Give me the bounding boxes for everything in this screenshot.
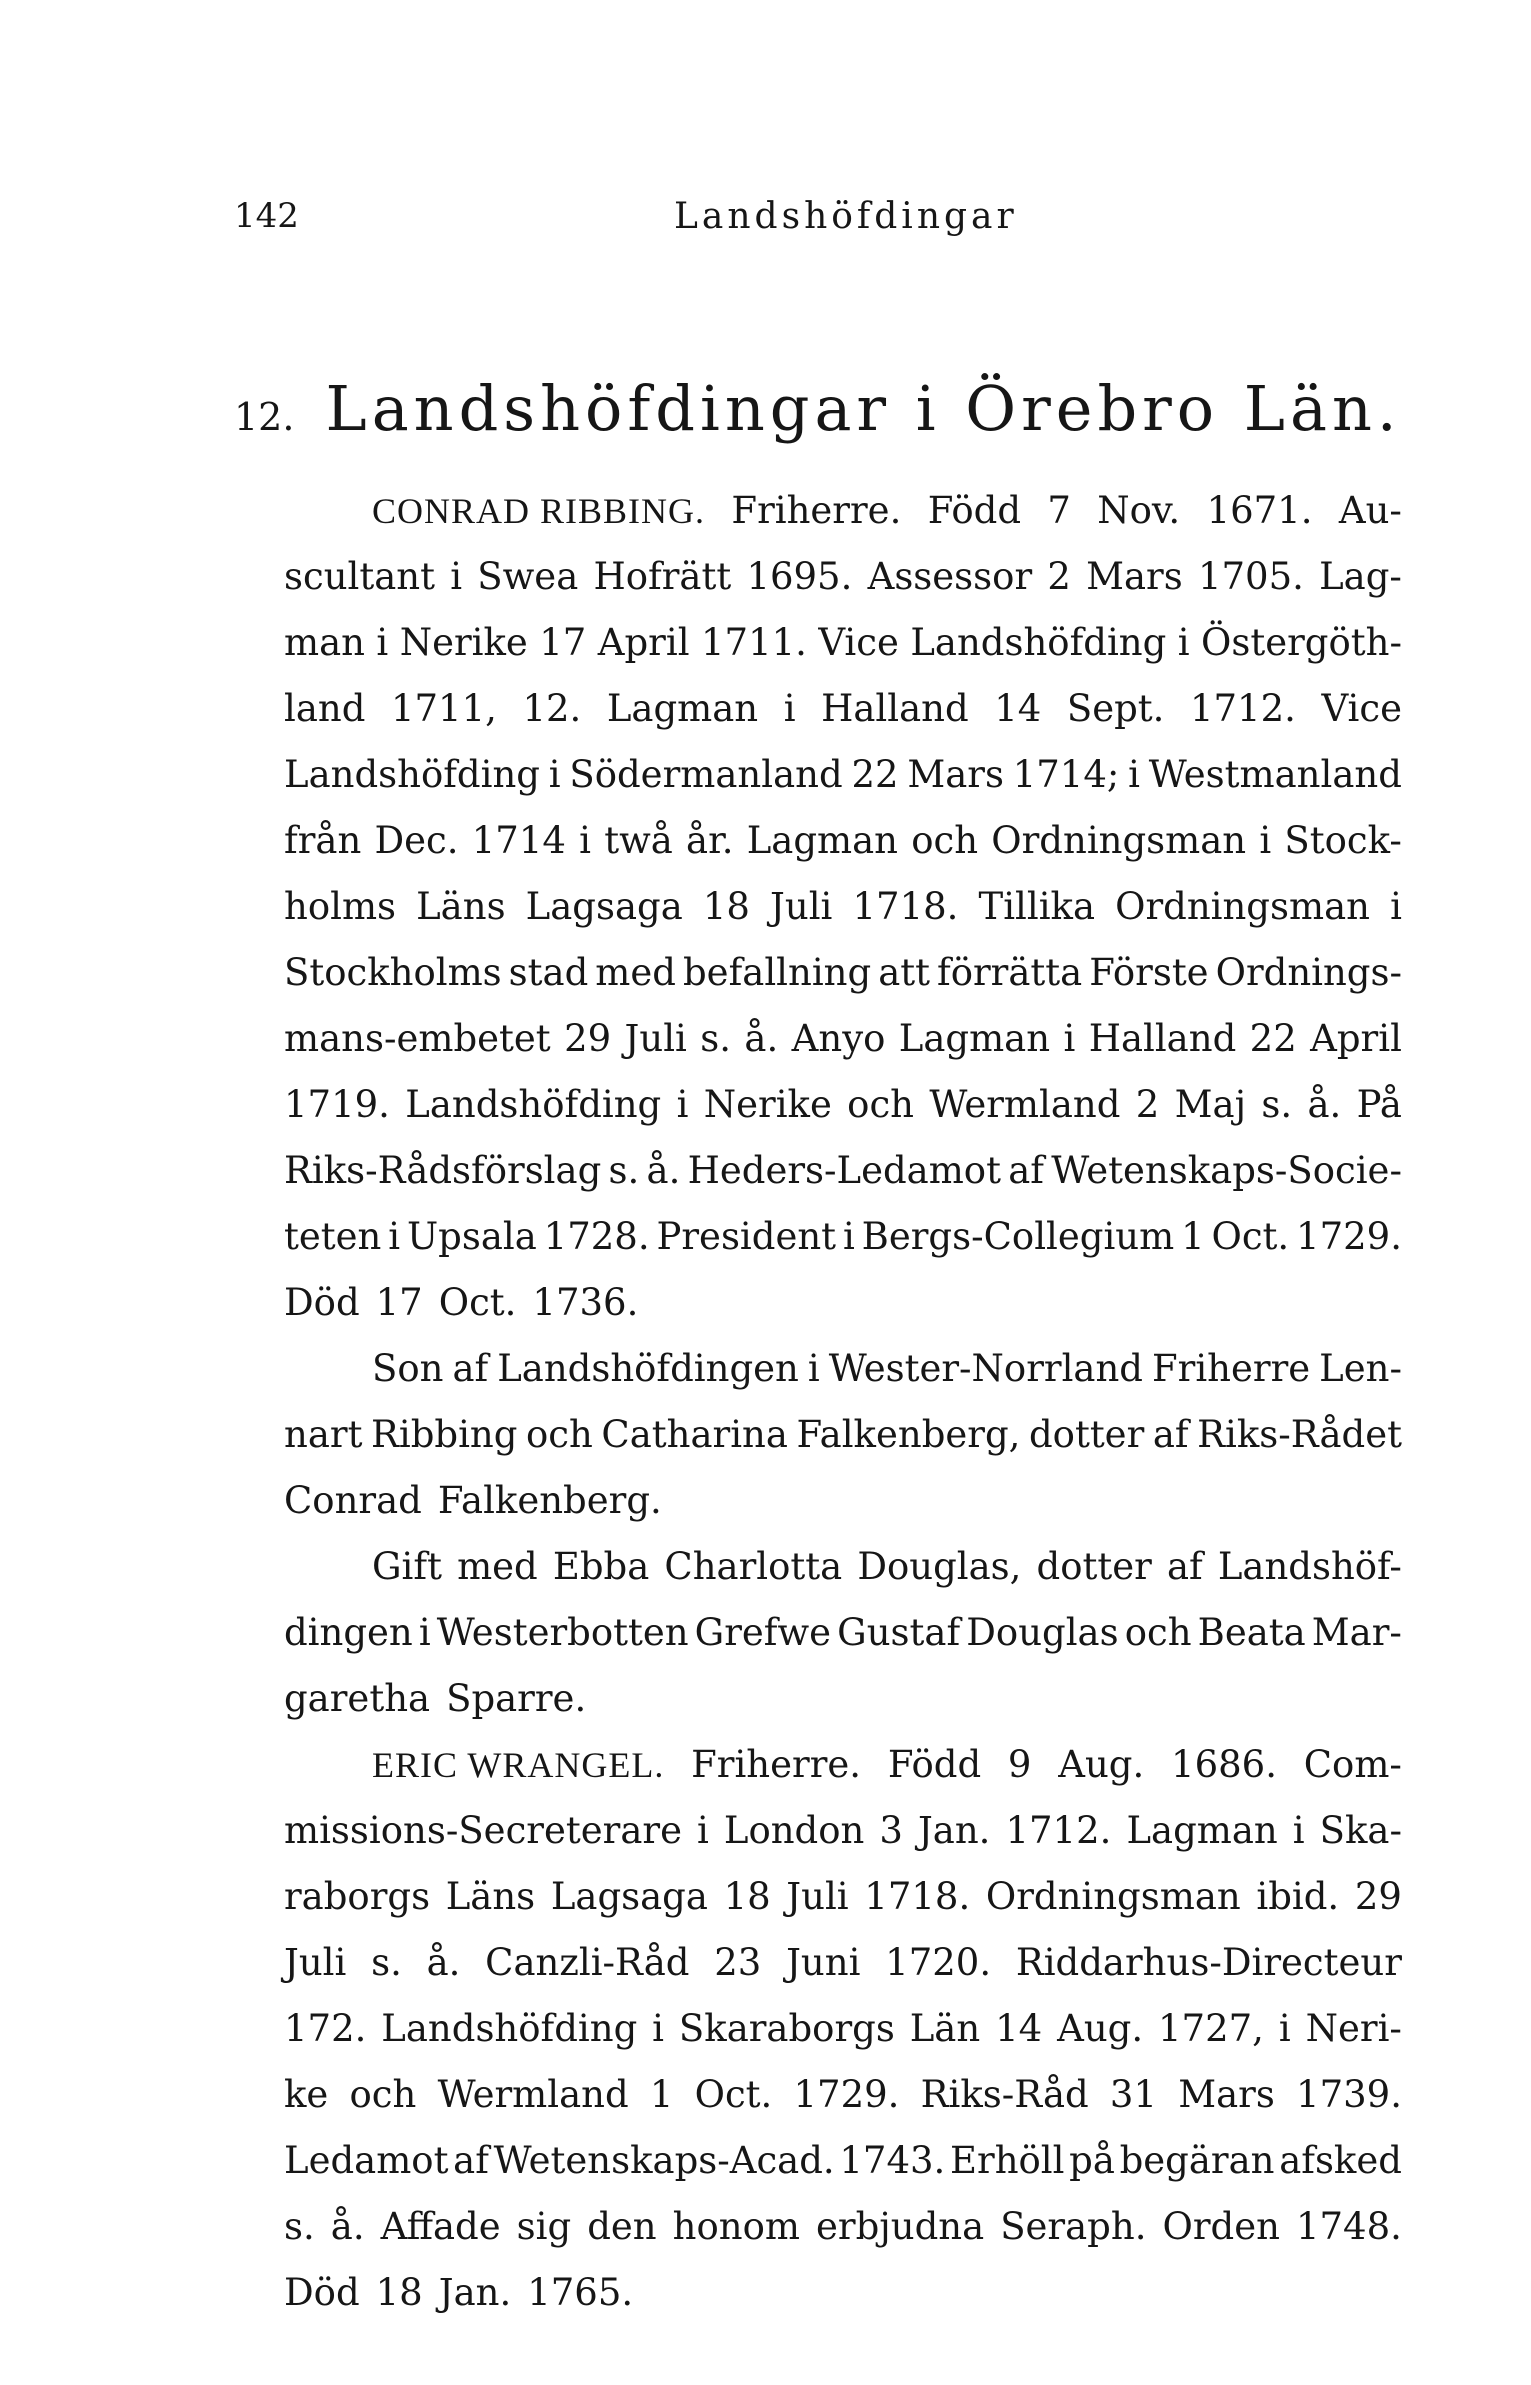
text-word: s.	[371, 1941, 402, 1984]
text-word: Sparre.	[446, 1677, 587, 1720]
running-head: Landshöfdingar	[674, 196, 1018, 237]
text-word: Läns	[416, 885, 506, 928]
page-number: 142	[234, 196, 299, 236]
text-word: å.	[330, 2205, 365, 2248]
text-word: Riks-Rådet	[1197, 1413, 1402, 1456]
text-word: Sept.	[1066, 687, 1165, 730]
text-line	[284, 1732, 1402, 1798]
text-word: holms	[284, 885, 397, 928]
text-word: 2	[1135, 1083, 1160, 1126]
text-word: i	[388, 1215, 401, 1258]
text-word: Stock-	[1284, 819, 1402, 862]
text-word: missions-Secreterare	[284, 1809, 682, 1852]
text-word: i	[1128, 753, 1140, 796]
text-word: Skaraborgs	[678, 2007, 895, 2050]
text-word: Södermanland	[569, 753, 843, 796]
biography-paragraph	[284, 1534, 1402, 1732]
text-word: 1739.	[1296, 2073, 1402, 2116]
text-word: Lagman	[1126, 1809, 1278, 1852]
text-word: 1	[649, 2073, 674, 2116]
text-word: Halland	[821, 687, 969, 730]
text-word: i	[1292, 1809, 1305, 1852]
text-word: Aug.	[1057, 2007, 1144, 2050]
text-line	[284, 478, 1402, 544]
text-line	[284, 2194, 1402, 2260]
text-word: dotter	[1028, 1413, 1145, 1456]
text-line	[284, 1468, 1402, 1534]
text-line	[284, 742, 1402, 808]
text-word: April	[1310, 1017, 1402, 1060]
biography-paragraph	[284, 1336, 1402, 1534]
text-word: Juli	[786, 1875, 849, 1918]
text-word: erbjudna	[816, 2205, 985, 2248]
text-line	[284, 1666, 1402, 1732]
text-word: Jan.	[438, 2271, 512, 2314]
text-word: förrätta	[937, 951, 1083, 994]
text-word: Neri-	[1305, 2007, 1402, 2050]
text-word: 1714	[471, 819, 566, 862]
text-word: Falkenberg,	[796, 1413, 1021, 1456]
text-word: Ribbing	[371, 1413, 518, 1456]
text-word: Westmanland	[1148, 753, 1402, 796]
text-word: s.	[1261, 1083, 1293, 1126]
text-word: i	[842, 1215, 855, 1258]
text-word: London	[723, 1809, 865, 1852]
text-word: 1671.	[1206, 489, 1313, 532]
section-heading: Landshöfdingar i Örebro Län.	[325, 372, 1402, 445]
text-word: från	[284, 819, 362, 862]
text-word: nart	[284, 1413, 363, 1456]
text-word: å.	[1307, 1083, 1342, 1126]
text-line	[284, 1270, 1402, 1336]
text-word: Lagsaga	[525, 885, 683, 928]
text-word: och	[349, 2073, 417, 2116]
text-word: Ska-	[1319, 1809, 1402, 1852]
text-word: Nov.	[1097, 489, 1181, 532]
text-word: Lagman	[746, 819, 899, 862]
text-line	[284, 1996, 1402, 2062]
text-line	[284, 1930, 1402, 1996]
text-word: och	[911, 819, 979, 862]
text-word: i	[376, 621, 389, 664]
text-word: Mar-	[1311, 1611, 1402, 1654]
text-word: Erhöll	[950, 2139, 1065, 2182]
text-word: 1712.	[1005, 1809, 1112, 1852]
text-line	[284, 1600, 1402, 1666]
text-word: Wester-Norrland	[828, 1347, 1143, 1390]
text-word: Douglas	[966, 1611, 1119, 1654]
text-word: Nerike	[399, 621, 528, 664]
text-word: stad	[508, 951, 589, 994]
text-word: i	[548, 753, 561, 796]
text-word: På	[1356, 1083, 1402, 1126]
text-word: Beata	[1197, 1611, 1306, 1654]
text-word: Mars	[907, 753, 1004, 796]
text-word: Ebba	[552, 1545, 650, 1588]
text-word: 29	[1354, 1875, 1402, 1918]
text-word: Ordningsman	[991, 819, 1247, 862]
text-word: Nerike	[703, 1083, 832, 1126]
text-word: Maj	[1174, 1083, 1247, 1126]
text-line	[284, 610, 1402, 676]
text-word: afsked	[1279, 2139, 1402, 2182]
text-word: Landshöf-	[1217, 1545, 1402, 1588]
text-word: Född	[887, 1743, 982, 1786]
text-word: Aug.	[1058, 1743, 1145, 1786]
text-word: i	[676, 1083, 689, 1126]
text-word: Riks-Råd	[920, 2073, 1089, 2116]
text-line	[284, 940, 1402, 1006]
text-word: Riddarhus-Directeur	[1015, 1941, 1402, 1984]
text-word: 1720.	[885, 1941, 992, 1984]
text-line	[284, 2062, 1402, 2128]
text-word: Charlotta	[664, 1545, 843, 1588]
text-word: 1729.	[1296, 1215, 1402, 1258]
text-word: 1736.	[532, 1281, 639, 1324]
text-word: med	[457, 1545, 538, 1588]
text-word: Ordningsman	[1115, 885, 1370, 928]
biography-paragraph	[284, 1732, 1402, 2326]
text-word: af	[1008, 1149, 1044, 1192]
text-word: Lagsaga	[550, 1875, 708, 1918]
text-word: 1765.	[527, 2271, 634, 2314]
text-word: Mars	[1178, 2073, 1275, 2116]
text-word: sig	[516, 2205, 572, 2248]
page-header	[234, 196, 1054, 246]
text-word: 17	[375, 1281, 423, 1324]
text-word: Heders-Ledamot	[687, 1149, 1001, 1192]
text-line	[284, 1072, 1402, 1138]
text-word: 1686.	[1171, 1743, 1277, 1786]
text-word: Lagman	[606, 687, 759, 730]
text-word: Född	[927, 489, 1021, 532]
text-word: 17	[539, 621, 587, 664]
text-word: Halland	[1088, 1017, 1237, 1060]
text-word: i	[579, 819, 591, 862]
text-word: 7	[1047, 489, 1071, 532]
text-word: Landshöfding	[381, 2007, 638, 2050]
text-word: Friherre.	[691, 1743, 862, 1786]
text-word: 3	[879, 1809, 903, 1852]
text-word: å.	[426, 1941, 461, 1984]
text-word: 1718.	[852, 885, 959, 928]
text-line	[284, 2128, 1402, 2194]
text-word: att	[878, 951, 930, 994]
text-word: Landshöfdingen	[497, 1347, 799, 1390]
text-word: 1727,	[1158, 2007, 1264, 2050]
text-word: Wermland	[929, 1083, 1121, 1126]
text-word: i	[418, 1611, 431, 1654]
text-word: å.	[744, 1017, 779, 1060]
text-word: och	[526, 1413, 593, 1456]
text-word: April	[597, 621, 690, 664]
text-word: Len-	[1319, 1347, 1402, 1390]
text-word: Assessor	[867, 555, 1033, 598]
text-word: s.	[608, 1149, 640, 1192]
text-word: 14	[995, 2007, 1043, 2050]
text-word: i	[450, 555, 463, 598]
body-text	[284, 478, 1402, 2326]
text-word: Juli	[284, 1941, 347, 1984]
text-word: s.	[700, 1017, 732, 1060]
text-word: Oct.	[438, 1281, 517, 1324]
text-word: teten	[284, 1215, 382, 1258]
text-word: 18	[375, 2271, 423, 2314]
text-word: Läns	[445, 1875, 536, 1918]
text-word: Wermland	[437, 2073, 629, 2116]
text-word: dingen	[284, 1611, 413, 1654]
text-line	[284, 1138, 1402, 1204]
text-word: garetha	[284, 1677, 431, 1720]
text-word: Riks-Rådsförslag	[284, 1149, 602, 1192]
text-word: honom	[672, 2205, 800, 2248]
text-word: Douglas,	[857, 1545, 1022, 1588]
text-line	[284, 1336, 1402, 1402]
text-word: Dec.	[374, 819, 459, 862]
text-word: och	[847, 1083, 914, 1126]
text-word: Seraph.	[1000, 2205, 1147, 2248]
text-word: 1718.	[864, 1875, 971, 1918]
text-line	[284, 1006, 1402, 1072]
text-word: i	[697, 1809, 709, 1852]
text-word: och	[1124, 1611, 1192, 1654]
text-word: i	[1063, 1017, 1076, 1060]
text-word: af	[1152, 1413, 1189, 1456]
text-word: den	[587, 2205, 657, 2248]
text-word: Orden	[1162, 2205, 1280, 2248]
text-word: i	[1278, 2007, 1291, 2050]
text-word: på	[1069, 2139, 1115, 2182]
text-word: begäran	[1119, 2139, 1275, 2182]
text-word: 1695.	[746, 555, 853, 598]
text-word: 1711.	[700, 621, 807, 664]
text-word: Vice	[1321, 687, 1402, 730]
text-line	[284, 808, 1402, 874]
text-word: 1729.	[793, 2073, 900, 2116]
text-word: CONRAD RIBBING.	[372, 491, 706, 531]
text-word: af	[452, 1347, 489, 1390]
text-word: Catharina	[601, 1413, 788, 1456]
text-word: Stockholms	[284, 951, 502, 994]
text-word: Död	[284, 2271, 360, 2314]
text-word: 1714;	[1012, 753, 1120, 796]
text-word: Conrad	[284, 1479, 422, 1522]
text-word: Landshöfding	[284, 753, 540, 796]
text-word: Canzli-Råd	[485, 1941, 690, 1984]
text-word: Lag-	[1319, 555, 1402, 598]
section-title	[234, 372, 1402, 445]
text-word: 1	[1181, 1215, 1205, 1258]
text-word: Grefwe	[694, 1611, 832, 1654]
text-word: ibid.	[1256, 1875, 1340, 1918]
text-word: President	[656, 1215, 837, 1258]
text-word: scultant	[284, 555, 435, 598]
text-word: 1712.	[1189, 687, 1296, 730]
text-word: 1743.	[839, 2139, 946, 2182]
section-number: 12.	[234, 395, 295, 439]
text-word: twå	[604, 819, 673, 862]
biography-paragraph	[284, 478, 1402, 1336]
text-line	[284, 1204, 1402, 1270]
text-word: 1705.	[1197, 555, 1304, 598]
text-word: Förste	[1089, 951, 1209, 994]
text-word: 12.	[522, 687, 582, 730]
text-word: dotter	[1036, 1545, 1152, 1588]
text-word: Au-	[1338, 489, 1402, 532]
text-word: 29	[564, 1017, 612, 1060]
text-word: Vice	[818, 621, 899, 664]
text-word: i	[1259, 819, 1272, 862]
text-word: Död	[284, 1281, 360, 1324]
text-word: 31	[1109, 2073, 1157, 2116]
text-word: Oct.	[1211, 1215, 1290, 1258]
text-word: Län	[909, 2007, 981, 2050]
text-word: 9	[1007, 1743, 1032, 1786]
text-word: Wetenskaps-Socie-	[1051, 1149, 1402, 1192]
text-word: Mars	[1086, 555, 1183, 598]
text-word: Swea	[477, 555, 579, 598]
text-word: i	[807, 1347, 820, 1390]
text-line	[284, 1864, 1402, 1930]
text-word: Lagman	[898, 1017, 1051, 1060]
text-word: Landshöfding	[910, 621, 1167, 664]
text-line	[284, 2260, 1402, 2326]
text-word: Gustaf	[837, 1611, 961, 1654]
text-word: år.	[686, 819, 734, 862]
text-word: Juni	[786, 1941, 861, 1984]
text-line	[284, 676, 1402, 742]
text-word: i	[783, 687, 796, 730]
text-word: Landshöfding	[405, 1083, 662, 1126]
text-word: ERIC WRANGEL.	[372, 1745, 665, 1785]
text-word: 1719.	[284, 1083, 390, 1126]
text-word: Com-	[1303, 1743, 1402, 1786]
text-word: af	[1166, 1545, 1203, 1588]
text-word: Ordningsman	[985, 1875, 1241, 1918]
text-word: land	[284, 687, 366, 730]
text-line	[284, 544, 1402, 610]
text-word: s.	[284, 2205, 315, 2248]
text-line	[284, 1534, 1402, 1600]
text-word: 1728.	[543, 1215, 650, 1258]
text-line	[284, 874, 1402, 940]
text-line	[284, 1402, 1402, 1468]
text-word: 14	[994, 687, 1042, 730]
text-word: Friherre	[1151, 1347, 1311, 1390]
text-word: i	[652, 2007, 665, 2050]
text-word: Östergöth-	[1201, 621, 1402, 664]
text-word: Hofrätt	[593, 555, 732, 598]
text-word: Anyo	[791, 1017, 886, 1060]
text-word: befallning	[682, 951, 872, 994]
text-word: 18	[723, 1875, 771, 1918]
text-word: 2	[1047, 555, 1071, 598]
text-word: Ordnings-	[1215, 951, 1402, 994]
text-word: Westerbotten	[436, 1611, 689, 1654]
text-word: Wetenskaps-Acad.	[493, 2139, 835, 2182]
text-word: Jan.	[917, 1809, 991, 1852]
text-word: Juli	[624, 1017, 687, 1060]
text-word: 22	[1249, 1017, 1297, 1060]
text-word: 1748.	[1295, 2205, 1402, 2248]
text-word: 22	[851, 753, 899, 796]
text-word: med	[595, 951, 676, 994]
text-word: 23	[714, 1941, 762, 1984]
text-word: Son	[372, 1347, 444, 1390]
text-word: Juli	[770, 885, 833, 928]
text-word: Gift	[372, 1545, 442, 1588]
text-word: Falkenberg.	[437, 1479, 662, 1522]
text-line	[284, 1798, 1402, 1864]
text-word: af	[453, 2139, 489, 2182]
text-word: Oct.	[694, 2073, 773, 2116]
text-word: i	[1177, 621, 1190, 664]
text-word: Ledamot	[284, 2139, 449, 2182]
text-word: 1711,	[390, 687, 497, 730]
text-word: Friherre.	[731, 489, 902, 532]
text-word: Affade	[380, 2205, 501, 2248]
text-word: ke	[284, 2073, 329, 2116]
text-word: Tillika	[978, 885, 1096, 928]
text-word: i	[1390, 885, 1402, 928]
text-word: man	[284, 621, 365, 664]
text-word: mans-embetet	[284, 1017, 551, 1060]
text-word: å.	[646, 1149, 681, 1192]
text-word: Upsala	[406, 1215, 537, 1258]
text-word: raborgs	[284, 1875, 431, 1918]
text-word: Bergs-Collegium	[861, 1215, 1175, 1258]
text-word: 18	[702, 885, 750, 928]
text-word: 172.	[284, 2007, 367, 2050]
